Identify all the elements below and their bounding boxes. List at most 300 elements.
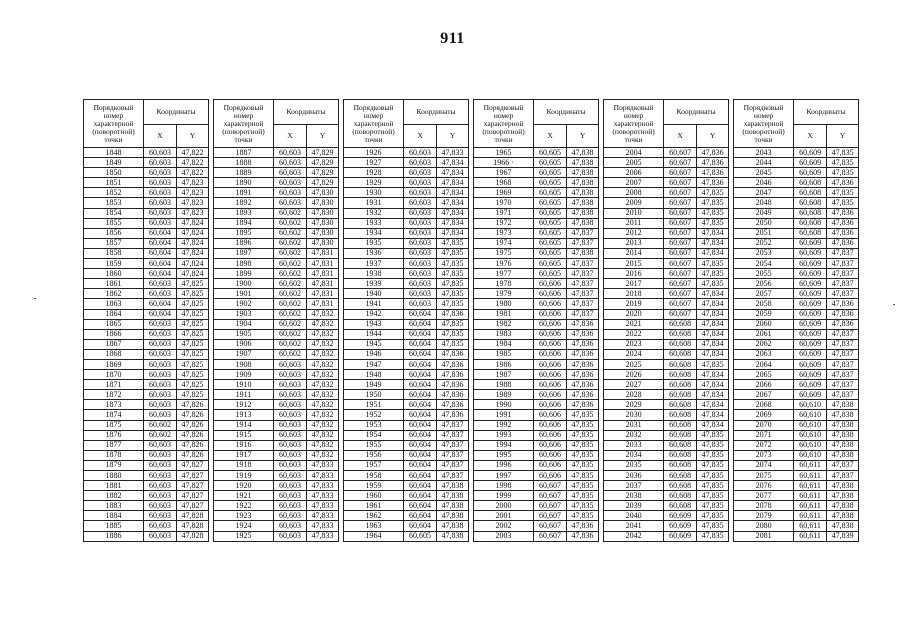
x-cell: 60,605 xyxy=(534,168,567,178)
x-cell: 60,608 xyxy=(664,410,697,420)
x-cell: 60,605 xyxy=(534,188,567,198)
y-cell: 47,837 xyxy=(827,329,859,339)
table-row xyxy=(84,198,859,208)
x-cell: 60,604 xyxy=(404,481,437,491)
point-number-cell: 2029 xyxy=(604,400,664,410)
point-number-cell: 2052 xyxy=(734,238,794,248)
y-cell: 47,822 xyxy=(177,168,209,178)
point-number-header-line: номер xyxy=(363,110,384,120)
x-cell: 60,607 xyxy=(534,501,567,511)
y-cell: 47,826 xyxy=(177,440,209,450)
point-number-cell: 1874 xyxy=(84,410,144,420)
table-row xyxy=(84,289,859,299)
y-cell: 47,832 xyxy=(307,349,339,359)
point-number-cell: 1949 xyxy=(344,380,404,390)
y-cell: 47,835 xyxy=(827,188,859,198)
y-cell: 47,835 xyxy=(567,491,599,501)
point-number-cell: 2006 xyxy=(604,168,664,178)
x-cell: 60,603 xyxy=(404,289,437,299)
point-number-cell: 1857 xyxy=(84,238,144,248)
x-cell: 60,611 xyxy=(794,501,827,511)
y-cell: 47,826 xyxy=(177,430,209,440)
y-cell: 47,835 xyxy=(697,218,729,228)
y-cell: 47,833 xyxy=(307,471,339,481)
point-number-cell: 1991 xyxy=(474,410,534,420)
point-number-cell: 2030 xyxy=(604,410,664,420)
coordinates-header: Координаты xyxy=(144,100,209,125)
y-cell: 47,836 xyxy=(567,370,599,380)
y-cell: 47,830 xyxy=(307,198,339,208)
point-number-cell: 1970 xyxy=(474,198,534,208)
x-cell: 60,608 xyxy=(794,218,827,228)
point-number-cell: 1895 xyxy=(214,228,274,238)
x-cell: 60,607 xyxy=(664,158,697,168)
y-cell: 47,834 xyxy=(437,208,469,218)
x-cell: 60,603 xyxy=(144,148,177,158)
y-cell: 47,837 xyxy=(827,259,859,269)
y-cell: 47,836 xyxy=(437,410,469,420)
point-number-cell: 1931 xyxy=(344,198,404,208)
x-cell: 60,609 xyxy=(794,309,827,319)
y-cell: 47,822 xyxy=(177,148,209,158)
x-cell: 60,607 xyxy=(664,269,697,279)
y-cell: 47,838 xyxy=(827,400,859,410)
y-cell: 47,837 xyxy=(567,269,599,279)
point-number-cell: 1906 xyxy=(214,339,274,349)
x-cell: 60,604 xyxy=(144,238,177,248)
y-cell: 47,835 xyxy=(697,501,729,511)
x-cell: 60,604 xyxy=(404,359,437,369)
y-cell: 47,838 xyxy=(827,410,859,420)
y-cell: 47,834 xyxy=(697,309,729,319)
point-number-cell: 1932 xyxy=(344,208,404,218)
y-cell: 47,836 xyxy=(437,370,469,380)
y-cell: 47,831 xyxy=(307,279,339,289)
x-cell: 60,611 xyxy=(794,521,827,531)
y-cell: 47,836 xyxy=(437,349,469,359)
y-cell: 47,833 xyxy=(437,148,469,158)
y-cell: 47,834 xyxy=(697,248,729,258)
point-number-cell: 1988 xyxy=(474,380,534,390)
x-cell: 60,608 xyxy=(664,319,697,329)
point-number-cell: 2056 xyxy=(734,279,794,289)
x-cell: 60,609 xyxy=(794,259,827,269)
x-cell: 60,602 xyxy=(274,228,307,238)
x-cell: 60,607 xyxy=(664,309,697,319)
point-number-cell: 1967 xyxy=(474,168,534,178)
x-cell: 60,603 xyxy=(274,178,307,188)
point-number-header-line: Порядковый xyxy=(613,102,654,112)
x-cell: 60,603 xyxy=(274,198,307,208)
y-cell: 47,838 xyxy=(567,148,599,158)
y-cell: 47,832 xyxy=(307,410,339,420)
x-cell: 60,605 xyxy=(534,238,567,248)
point-number-cell: 2047 xyxy=(734,188,794,198)
x-cell: 60,606 xyxy=(534,400,567,410)
x-cell: 60,604 xyxy=(404,430,437,440)
x-cell: 60,602 xyxy=(144,430,177,440)
y-cell: 47,837 xyxy=(437,430,469,440)
y-cell: 47,837 xyxy=(437,460,469,470)
point-number-cell: 1880 xyxy=(84,471,144,481)
y-cell: 47,838 xyxy=(827,521,859,531)
point-number-cell: 2011 xyxy=(604,218,664,228)
y-cell: 47,833 xyxy=(307,521,339,531)
table-row xyxy=(84,481,859,491)
point-number-cell: 1937 xyxy=(344,259,404,269)
point-number-header xyxy=(214,100,274,148)
y-cell: 47,824 xyxy=(177,259,209,269)
y-cell: 47,836 xyxy=(567,390,599,400)
point-number-header-line: Порядковый xyxy=(353,102,394,112)
y-cell: 47,838 xyxy=(827,511,859,521)
point-number-cell: 1910 xyxy=(214,380,274,390)
point-number-header-line: номер xyxy=(233,110,254,120)
y-cell: 47,835 xyxy=(567,511,599,521)
point-number-header-line: характерной xyxy=(743,118,784,128)
y-cell: 47,822 xyxy=(177,158,209,168)
point-number-cell: 1909 xyxy=(214,370,274,380)
point-number-cell: 2045 xyxy=(734,168,794,178)
point-number-header-line: Порядковый xyxy=(743,102,784,112)
point-number-cell: 1947 xyxy=(344,359,404,369)
x-cell: 60,606 xyxy=(534,309,567,319)
x-cell: 60,603 xyxy=(144,198,177,208)
y-cell: 47,838 xyxy=(567,218,599,228)
x-cell: 60,608 xyxy=(794,208,827,218)
y-cell: 47,830 xyxy=(307,218,339,228)
coordinates-header: Координаты xyxy=(664,100,729,125)
point-number-cell: 1962 xyxy=(344,511,404,521)
x-cell: 60,603 xyxy=(274,410,307,420)
point-number-cell: 1952 xyxy=(344,410,404,420)
x-cell: 60,609 xyxy=(664,521,697,531)
y-cell: 47,838 xyxy=(437,491,469,501)
x-cell: 60,607 xyxy=(664,208,697,218)
point-number-cell: 2034 xyxy=(604,450,664,460)
x-cell: 60,607 xyxy=(534,481,567,491)
table-row xyxy=(84,531,859,541)
y-cell: 47,838 xyxy=(437,521,469,531)
point-number-cell: 1984 xyxy=(474,339,534,349)
x-cell: 60,603 xyxy=(404,208,437,218)
y-cell: 47,834 xyxy=(697,380,729,390)
y-cell: 47,832 xyxy=(307,400,339,410)
x-cell: 60,604 xyxy=(404,511,437,521)
point-number-cell: 1989 xyxy=(474,390,534,400)
y-cell: 47,827 xyxy=(177,481,209,491)
x-cell: 60,602 xyxy=(274,269,307,279)
point-number-cell: 1854 xyxy=(84,208,144,218)
point-number-cell: 2062 xyxy=(734,339,794,349)
y-cell: 47,823 xyxy=(177,188,209,198)
x-cell: 60,608 xyxy=(664,471,697,481)
x-cell: 60,611 xyxy=(794,491,827,501)
y-cell: 47,834 xyxy=(437,218,469,228)
y-cell: 47,823 xyxy=(177,208,209,218)
point-number-cell: 2061 xyxy=(734,329,794,339)
x-cell: 60,609 xyxy=(794,269,827,279)
point-number-cell: 2059 xyxy=(734,309,794,319)
point-number-cell: 2078 xyxy=(734,501,794,511)
y-cell: 47,833 xyxy=(307,531,339,541)
point-number-cell: 1986 xyxy=(474,359,534,369)
point-number-cell: 1887 xyxy=(214,148,274,158)
point-number-cell: 2037 xyxy=(604,481,664,491)
point-number-cell: 1876 xyxy=(84,430,144,440)
x-cell: 60,610 xyxy=(794,450,827,460)
y-cell: 47,835 xyxy=(697,471,729,481)
point-number-cell: 1897 xyxy=(214,248,274,258)
point-number-cell: 1956 xyxy=(344,450,404,460)
x-cell: 60,602 xyxy=(274,299,307,309)
table-row xyxy=(84,420,859,430)
x-cell: 60,606 xyxy=(534,279,567,289)
y-cell: 47,832 xyxy=(307,420,339,430)
y-cell: 47,836 xyxy=(827,208,859,218)
x-cell: 60,603 xyxy=(274,168,307,178)
x-cell: 60,603 xyxy=(144,329,177,339)
y-cell: 47,828 xyxy=(177,521,209,531)
point-number-cell: 1968 xyxy=(474,178,534,188)
x-cell: 60,604 xyxy=(144,248,177,258)
table-row xyxy=(84,450,859,460)
x-cell: 60,603 xyxy=(404,188,437,198)
point-number-cell: 1944 xyxy=(344,329,404,339)
point-number-cell: 1961 xyxy=(344,501,404,511)
table-row xyxy=(84,471,859,481)
x-cell: 60,607 xyxy=(664,218,697,228)
point-number-cell: 1875 xyxy=(84,420,144,430)
x-cell: 60,608 xyxy=(664,390,697,400)
x-cell: 60,604 xyxy=(404,329,437,339)
y-cell: 47,834 xyxy=(697,370,729,380)
point-number-cell: 2048 xyxy=(734,198,794,208)
y-cell: 47,832 xyxy=(307,390,339,400)
x-cell: 60,609 xyxy=(794,238,827,248)
y-cell: 47,834 xyxy=(697,299,729,309)
x-cell: 60,611 xyxy=(794,511,827,521)
point-number-header-line: точки xyxy=(364,134,383,144)
point-number-cell: 2009 xyxy=(604,198,664,208)
point-number-cell: 2070 xyxy=(734,420,794,430)
table-row xyxy=(84,460,859,470)
point-number-header-line: характерной xyxy=(353,118,394,128)
point-number-header-line: номер xyxy=(493,110,514,120)
point-number-cell: 1863 xyxy=(84,299,144,309)
y-cell: 47,825 xyxy=(177,370,209,380)
y-cell: 47,829 xyxy=(307,148,339,158)
x-cell: 60,602 xyxy=(274,248,307,258)
y-header: Y xyxy=(827,125,859,148)
x-cell: 60,605 xyxy=(534,178,567,188)
point-number-header-line: точки xyxy=(624,134,643,144)
coordinates-table xyxy=(83,99,859,542)
point-number-cell: 2064 xyxy=(734,359,794,369)
x-cell: 60,603 xyxy=(404,218,437,228)
y-cell: 47,835 xyxy=(437,248,469,258)
table-row xyxy=(84,188,859,198)
y-cell: 47,836 xyxy=(437,309,469,319)
y-cell: 47,838 xyxy=(827,420,859,430)
point-number-cell: 1983 xyxy=(474,329,534,339)
y-cell: 47,834 xyxy=(437,178,469,188)
y-cell: 47,824 xyxy=(177,269,209,279)
x-cell: 60,606 xyxy=(534,319,567,329)
x-cell: 60,604 xyxy=(404,370,437,380)
point-number-cell: 1900 xyxy=(214,279,274,289)
point-number-cell: 1976 xyxy=(474,259,534,269)
point-number-cell: 2066 xyxy=(734,380,794,390)
x-cell: 60,605 xyxy=(404,531,437,541)
point-number-header-line: точки xyxy=(234,134,253,144)
x-cell: 60,609 xyxy=(664,511,697,521)
y-cell: 47,824 xyxy=(177,228,209,238)
x-cell: 60,603 xyxy=(274,188,307,198)
point-number-cell: 1973 xyxy=(474,228,534,238)
y-cell: 47,832 xyxy=(307,440,339,450)
x-cell: 60,608 xyxy=(664,491,697,501)
point-number-cell: 1886 xyxy=(84,531,144,541)
point-number-cell: 1867 xyxy=(84,339,144,349)
point-number-cell: 2051 xyxy=(734,228,794,238)
table-row xyxy=(84,501,859,511)
point-number-cell: 1933 xyxy=(344,218,404,228)
y-cell: 47,834 xyxy=(697,228,729,238)
y-cell: 47,836 xyxy=(437,380,469,390)
x-cell: 60,606 xyxy=(534,460,567,470)
point-number-cell: 1872 xyxy=(84,390,144,400)
x-cell: 60,608 xyxy=(664,481,697,491)
y-cell: 47,837 xyxy=(827,269,859,279)
y-cell: 47,835 xyxy=(437,238,469,248)
x-cell: 60,606 xyxy=(534,390,567,400)
x-cell: 60,604 xyxy=(404,309,437,319)
point-number-cell: 2022 xyxy=(604,329,664,339)
y-cell: 47,829 xyxy=(307,178,339,188)
point-number-cell: 2024 xyxy=(604,349,664,359)
point-number-cell: 1877 xyxy=(84,440,144,450)
point-number-cell: 1951 xyxy=(344,400,404,410)
y-cell: 47,834 xyxy=(697,390,729,400)
x-header: X xyxy=(274,125,307,148)
y-cell: 47,837 xyxy=(827,248,859,258)
y-cell: 47,832 xyxy=(307,329,339,339)
x-cell: 60,605 xyxy=(534,259,567,269)
x-cell: 60,603 xyxy=(404,228,437,238)
y-cell: 47,834 xyxy=(697,319,729,329)
y-cell: 47,838 xyxy=(827,450,859,460)
point-number-cell: 2003 xyxy=(474,531,534,541)
x-cell: 60,605 xyxy=(534,158,567,168)
point-number-cell: 1939 xyxy=(344,279,404,289)
point-number-cell: 1960 xyxy=(344,491,404,501)
table-row xyxy=(84,440,859,450)
y-cell: 47,836 xyxy=(437,400,469,410)
table-row xyxy=(84,390,859,400)
x-cell: 60,608 xyxy=(794,228,827,238)
y-cell: 47,826 xyxy=(177,400,209,410)
point-number-cell: 1866 xyxy=(84,329,144,339)
table-row xyxy=(84,400,859,410)
y-cell: 47,834 xyxy=(697,410,729,420)
x-cell: 60,607 xyxy=(664,259,697,269)
x-cell: 60,607 xyxy=(664,178,697,188)
point-number-cell: 2007 xyxy=(604,178,664,188)
x-cell: 60,606 xyxy=(534,349,567,359)
y-cell: 47,826 xyxy=(177,410,209,420)
y-cell: 47,831 xyxy=(307,299,339,309)
y-cell: 47,838 xyxy=(437,511,469,521)
table-row xyxy=(84,168,859,178)
point-number-header xyxy=(344,100,404,148)
x-cell: 60,607 xyxy=(664,198,697,208)
y-cell: 47,835 xyxy=(437,259,469,269)
point-number-cell: 1898 xyxy=(214,259,274,269)
y-cell: 47,834 xyxy=(697,420,729,430)
y-cell: 47,832 xyxy=(307,309,339,319)
x-cell: 60,608 xyxy=(794,188,827,198)
y-cell: 47,837 xyxy=(827,339,859,349)
point-number-cell: 1979 xyxy=(474,289,534,299)
x-header: X xyxy=(664,125,697,148)
x-cell: 60,609 xyxy=(794,349,827,359)
y-cell: 47,832 xyxy=(307,339,339,349)
y-cell: 47,833 xyxy=(307,481,339,491)
x-cell: 60,609 xyxy=(794,299,827,309)
point-number-cell: 1856 xyxy=(84,228,144,238)
point-number-cell: 1921 xyxy=(214,491,274,501)
x-cell: 60,609 xyxy=(794,329,827,339)
point-number-cell: 1912 xyxy=(214,400,274,410)
point-number-cell: 2074 xyxy=(734,460,794,470)
y-cell: 47,835 xyxy=(697,269,729,279)
point-number-cell: 1993 xyxy=(474,430,534,440)
x-cell: 60,603 xyxy=(274,370,307,380)
x-cell: 60,603 xyxy=(404,279,437,289)
y-cell: 47,836 xyxy=(437,359,469,369)
y-cell: 47,833 xyxy=(307,460,339,470)
y-cell: 47,836 xyxy=(697,178,729,188)
point-number-cell: 1950 xyxy=(344,390,404,400)
point-number-cell: 1926 xyxy=(344,148,404,158)
point-number-cell: 2013 xyxy=(604,238,664,248)
x-cell: 60,607 xyxy=(664,299,697,309)
coordinates-header: Координаты xyxy=(794,100,859,125)
x-cell: 60,604 xyxy=(144,309,177,319)
point-number-cell: 1966 · xyxy=(474,158,534,168)
x-cell: 60,608 xyxy=(664,339,697,349)
point-number-header xyxy=(84,100,144,148)
y-cell: 47,834 xyxy=(437,168,469,178)
point-number-cell: 1899 xyxy=(214,269,274,279)
point-number-cell: 1938 xyxy=(344,269,404,279)
y-cell: 47,834 xyxy=(697,238,729,248)
table-row xyxy=(84,178,859,188)
x-cell: 60,607 xyxy=(664,238,697,248)
x-header: X xyxy=(534,125,567,148)
y-cell: 47,834 xyxy=(437,228,469,238)
point-number-header-line: характерной xyxy=(483,118,524,128)
point-number-cell: 1930 xyxy=(344,188,404,198)
y-cell: 47,838 xyxy=(567,178,599,188)
y-cell: 47,836 xyxy=(827,299,859,309)
y-cell: 47,825 xyxy=(177,309,209,319)
y-cell: 47,825 xyxy=(177,299,209,309)
y-cell: 47,837 xyxy=(827,460,859,470)
x-cell: 60,606 xyxy=(534,289,567,299)
y-cell: 47,827 xyxy=(177,460,209,470)
